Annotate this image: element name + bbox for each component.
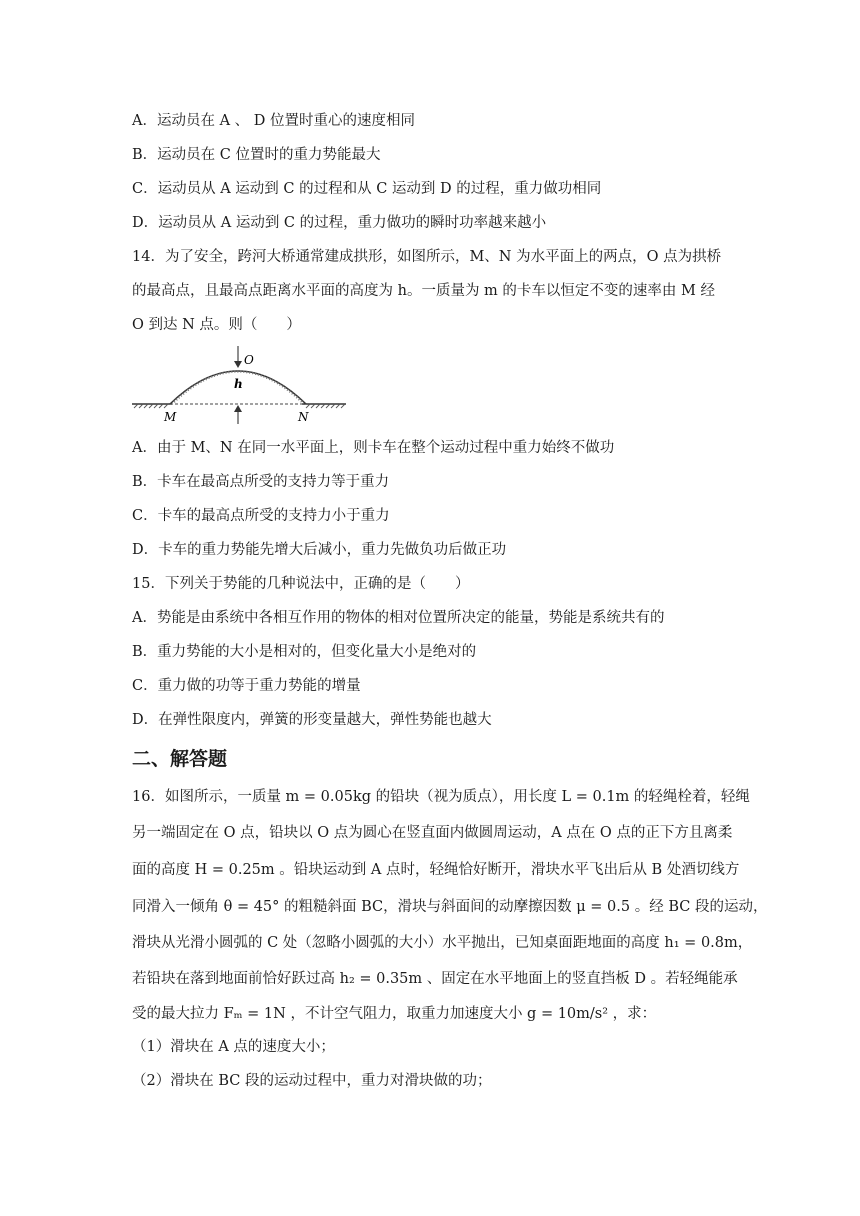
q14-option-c: C．卡车的最高点所受的支持力小于重力 (132, 508, 390, 524)
q16-part-1: （1）滑块在 A 点的速度大小； (132, 1039, 335, 1055)
label-m: M (164, 410, 177, 424)
q14-option-d: D．卡车的重力势能先增大后减小，重力先做负功后做正功 (132, 542, 507, 558)
q16-stem-line-7: 受的最大拉力 Fₘ = 1N ，不计空气阻力，取重力加速度大小 g = 10m/s² ，求： (132, 1006, 657, 1022)
q15-option-d: D．在弹性限度内，弹簧的形变量越大，弹性势能也越大 (132, 712, 492, 728)
q16-stem-line-1: 16．如图所示，一质量 m = 0.05kg 的铅块（视为质点），用长度 L = 0.1m 的轻绳栓着，轻绳 (132, 789, 750, 805)
q16-stem-line-5: 滑块从光滑小圆弧的 C 处（忽略小圆弧的大小）水平抛出，已知桌面距地面的高度 h₁ = 0.8m， (132, 935, 753, 951)
q16-part-2: （2）滑块在 BC 段的运动过程中，重力对滑块做的功； (132, 1073, 492, 1089)
q16-stem-line-6: 若铅块在落到地面前恰好跃过高 h₂ = 0.35m 、固定在水平地面上的竖直挡板 D 。若轻绳能承 (132, 971, 738, 987)
q16-stem-line-4: 同滑入一倾角 θ = 45° 的粗糙斜面 BC，滑块与斜面间的动摩擦因数 μ = 0.5 。经 BC 段的运动， (132, 899, 768, 915)
q16-stem-line-2: 另一端固定在 O 点，铅块以 O 点为圆心在竖直面内做圆周运动，A 点在 O 点的正下方且离柔 (132, 825, 733, 841)
q15-option-a: A．势能是由系统中各相互作用的物体的相对位置所决定的能量，势能是系统共有的 (132, 610, 665, 626)
q16-stem-line-3: 面的高度 H = 0.25m 。铅块运动到 A 点时，轻绳恰好断开，滑块水平飞出后从 B 处酒切线方 (132, 862, 740, 878)
q13-option-d: D．运动员从 A 运动到 C 的过程，重力做功的瞬时功率越来越小 (132, 215, 547, 231)
q13-option-c: C．运动员从 A 运动到 C 的过程和从 C 运动到 D 的过程，重力做功相同 (132, 181, 602, 197)
q14-stem-line-2: 的最高点，且最高点距离水平面的高度为 h。一质量为 m 的卡车以恒定不变的速率由 M 经 (132, 283, 715, 299)
section-heading: 二、解答题 (132, 748, 228, 770)
q15-option-b: B．重力势能的大小是相对的，但变化量大小是绝对的 (132, 644, 477, 660)
label-n: N (298, 410, 309, 424)
q13-option-a: A．运动员在 A 、 D 位置时重心的速度相同 (132, 113, 416, 129)
label-h: h (234, 377, 243, 391)
q15-stem: 15．下列关于势能的几种说法中，正确的是（ ） (132, 576, 470, 592)
q14-stem-line-1: 14．为了安全，跨河大桥通常建成拱形，如图所示，M、N 为水平面上的两点，O 点为拱桥 (132, 249, 722, 265)
q14-option-a: A．由于 M、N 在同一水平面上，则卡车在整个运动过程中重力始终不做功 (132, 440, 615, 456)
q14-stem-line-3: O 到达 N 点。则（ ） (132, 317, 301, 333)
label-o: O (244, 353, 254, 367)
q14-option-b: B．卡车在最高点所受的支持力等于重力 (132, 474, 390, 490)
q13-option-b: B．运动员在 C 位置时的重力势能最大 (132, 147, 381, 163)
arch-bridge-figure (130, 342, 350, 426)
q15-option-c: C．重力做的功等于重力势能的增量 (132, 678, 361, 694)
